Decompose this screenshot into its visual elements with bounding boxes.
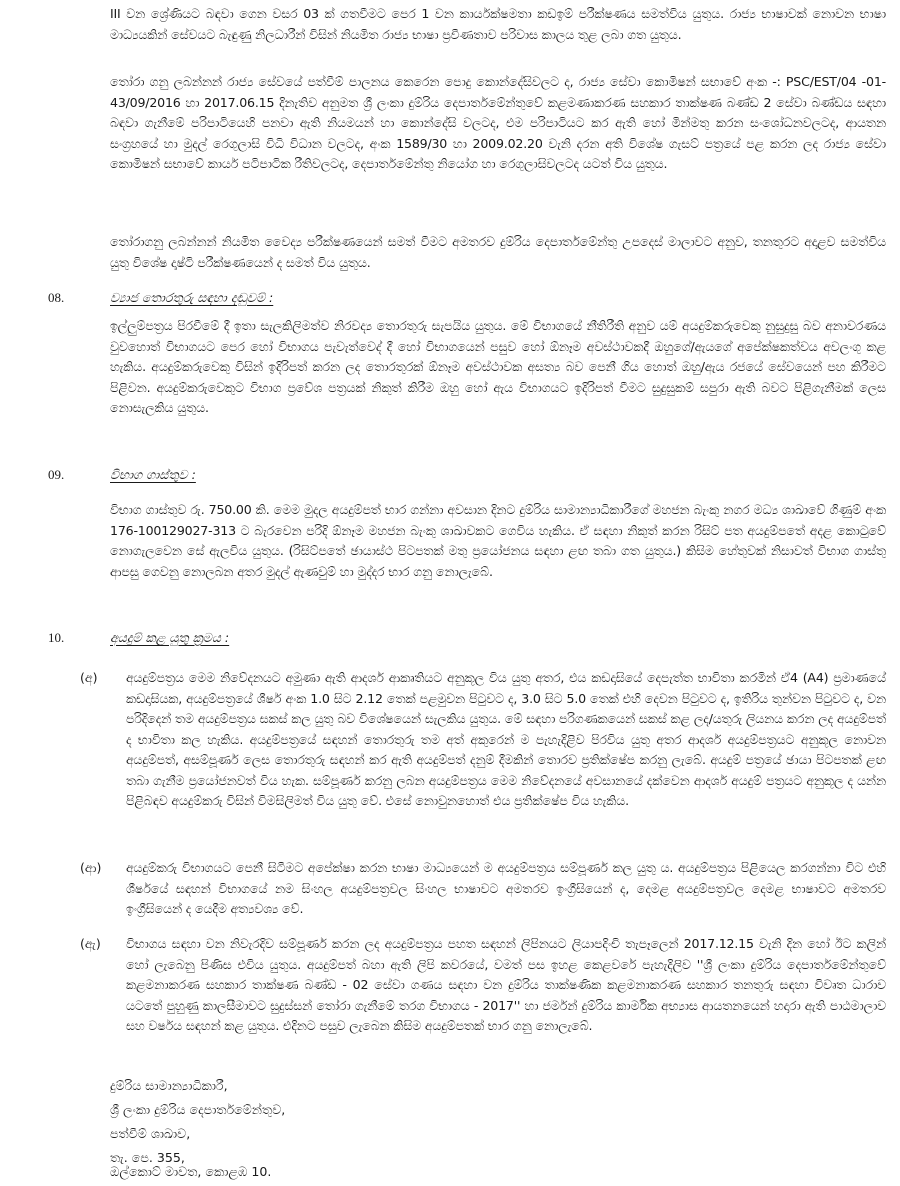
section-heading-how-to-apply: අයදුම් කළ යුතු ක්‍රමය : (110, 630, 230, 645)
section-number-09: 09. (48, 467, 65, 482)
item-marker-ae: (ඇ) (80, 936, 101, 951)
item-text-a: අයදුම්පත්‍රය මෙම නිවේදනයට අමුණා ඇති ආදර්ශ ආකෘතියට අනුකූල විය යුතු අතර, එය කඩදාසියේ දෙපැත්ත භාවිතා කරමින් ඒ4 (A4) ප්‍රමාණයේ කඩදාසියක, අයදුම්පත්‍රයේ ශීර්ෂ අංක 1.0 සිට 2.12 තෙක් පළමුවන පිටුවට ද, 3.0 සිට 5.0 තෙක් එහි දෙවන පිටුවට ද, ඉතිරිය තුන්වන පිටුවට ද, වන පරිදිදෙන් තම අයදුම්පත්‍රය සකස් කල යුතු බව විශේෂයෙන් සැලකිය යුතුය. මේ සඳහා පරිගණකයෙන් සකස් කළ ලද/යතුරු ලියනය කරන ලද අයදුම්පත් ද භාවිතා කල හැකිය. අයදුම්පත්‍රයේ සඳහන් තොරතුරු තම අත් අකුරෙන් ම පැහැදිළිව පිරවිය යුතු අතර ආදර්ශ අයදුම්පත්‍රයට අනුකූල නොවන අයදුම්පත්, අසම්පූර්ණ ලෙස තොරතුරු සඳහන් කර ඇති අයදුම්පත් දනුම් දීමකින් තොරව ප්‍රතික්ෂේප කරනු ලැබේ. අයදුම් පත්‍රයේ ඡායා පිටපතක් ළඟ තබා ගැනීම ප්‍රයෝජනවත් විය හැක. සම්පූර්ණ කරනු ලබන අයදුම්පත්‍රය මෙම නිවේදනයේ අවසානයේ දක්වෙන ආදර්ශ අයදුම් පත්‍රයට අනුකූල ද යන්න පිළිබඳව අයදුම්කරු විසින් විමසිලිමත් විය යුතු වේ. එසේ නොවුනහොත් එය ප්‍රතික්ෂේප විය හැකිය. (126, 670, 886, 808)
paragraph-medical-exam: තෝරාගනු ලබන්නන් නියමිත වෛද්‍ය පරීක්ෂණයෙන් සමත් වීමට අමතරව දුම්රිය දෙපාර්තමේන්තු උපදෙස් මාලාවට අනුව, තනතුරට අදාළව සමත්විය යුතු විශේෂ දෘෂ්ටි පරීක්ෂණයෙන් ද සමත් විය යුතුය. (110, 234, 886, 270)
section-body-exam-fee: විභාග ගාස්තුව රු. 750.00 කි. මෙම මුදල අයදුම්පත් භාර ගන්නා අවසාන දිනට දුම්රිය සාමාන්‍යාධිකාරීගේ මහජන බැංකු නගර මධ්‍ය ශාඛාවේ ගිණුම් අංක 176-100129027-313 ට බැරවෙන පරිදි ඕනෑම මහජන බැංකු ශාඛාවකට ගෙවිය හැකිය. ඒ සඳහා නිකුත් කරන රිසිට් පත අයදුම්පතේ අදළ කොටුවේ නොගැලවෙන සේ ඇලවිය යුතුය. (රිසිට්පතේ ඡායාස්ථ පිටපතක් මතු ප්‍රයෝජනය සඳහා ළඟ තබා ගත යුතුය.) කිසිම හේතුවක් නිසාවත් විභාග ගාස්තු ආපසු ගෙවනු නොලබන අතර මුදල් ඇණවුම් හා මුද්දර භාර ගනු නොලැබේ. (110, 502, 886, 579)
section-heading-false-information: ව්‍යාජ තොරතුරු සඳහා දඬුවම් : (110, 290, 274, 305)
address-line: ඔල්කොට් මාවත, කොළඹ 10. (110, 1164, 272, 1179)
item-marker-aa: (ආ) (80, 860, 102, 875)
address-line: තැ. පෙ. 355, (110, 1150, 185, 1165)
item-text-aa: අයදුම්කරු විභාගයට පෙනී සිටීමට අපේක්ෂා කරන භාෂා මාධ්‍යයෙන් ම අයදුම්පත්‍රය සම්පූර්ණ කල යුතු ය. අයදුම්පත්‍රය පිළියෙල කරගන්නා විට එහි ශීර්ෂයේ සඳහන් විභාගයේ නම සිංහල අයදුම්පත්‍රවල සිංහල භාෂාවට අමතරව ඉංග්‍රීසියෙන් ද, දෙමළ අයදුම්පත්‍රවල දෙමළ භාෂාවට අමතරව ඉංග්‍රීසියෙන් ද යෙදීම අත්‍යවශ්‍ය වේ. (126, 860, 886, 916)
section-body-false-information: ඉල්ලුම්පත්‍රය පිරවීමේ දී ඉතා සැලකිලිමත්ව නිරවද්‍ය තොරතුරු සැපයිය යුතුය. මේ විභාගයේ නීතිරීති අනුව යම් අයදුම්කරුවෙකු නුසුදුසු බව අනාවරණය වුවහොත් විභාගයට පෙර හෝ විභාගය පැවැත්වෙද් දී හෝ විභාගයෙන් පසුව හෝ ඕනෑම අවස්ථාවකදී ඔහුගේ/ඇයගේ අපේක්ෂකත්වය අවලංගු කළ හැකිය. අයදුම්කරුවෙකු විසින් ඉදිරිපත් කරන ලද තොරතුරක් ඕනෑම අවස්ථාවක අසත්‍ය බව පෙනී ගිය හොත් ඔහු/ඇය රජයේ සේවයෙන් පහ කිරීමට පිළිවන. අයදුම්කරුවෙකුට විභාග ප්‍රවේශ පත්‍රයක් නිකුත් කිරීම ඔහු හෝ ඇය විභාගයට ඉදිරිපත් වීමට සුදුසුකම් සපුරා ඇති බවට පිළිගැනීමක් ලෙස නොසැලකිය යුතුය. (110, 318, 886, 415)
section-number-10: 10. (48, 630, 65, 645)
paragraph-probation: III වන ශ්‍රේණියට බඳවා ගෙන වසර 03 ක් ගතවීමට පෙර 1 වන කාර්යක්ෂමතා කඩඉම් පරීක්ෂණය සමත්විය යුතුය. රාජ්‍ය භාෂාවක් නොවන භාෂා මාධ්‍යයකින් සේවයට බැඳුණු නිලධාරීන් විසින් නියමිත රාජ්‍ය භාෂා ප්‍රවීණතාව පරිවාස කාලය තුළ ලබා ගත යුතුය. (110, 6, 886, 42)
item-text-ae: විභාගය සඳහා වන නිවැරදිව සම්පූර්ණ කරන ලද අයදුම්පත්‍රය පහත සඳහන් ලිපිනයට ලියාපදිංචි තැපෑලෙන් 2017.12.15 වැනි දින හෝ ඊට කලින් හෝ ලැබෙනු පිණිස එවිය යුතුය. අයදුම්පත් බහා ඇති ලිපි කවරයේ, වමත් පස ඉහළ කෙළවරේ පැහැදිලිව ''ශ්‍රී ලංකා දුම්රිය දෙපාර්තමේන්තුවේ කළමනාකරණ සහකාර තාක්ෂණ බණ්ඩ - 02 සේවා ගණය සඳහා වන දුම්රිය තාක්ෂණික කළමනාකරණ සහකාර තනතුරු සඳහා විවෘත ධාරාව යටතේ පුහුණු කාලසීමාවට සුදුස්සන් තෝරා ගැනීමේ තරග විභාගය - 2017'' හා ජර්මන් දුම්රිය කාර්මික අභ්‍යාස ආයතනයෙන් හදාරා ඇති පාඨමාලාව සහ වර්ෂය සඳහන් කළ යුතුය. එදිනට පසුව ලැබෙන කිසිම අයදුම්පතක් භාර ගනු නොලැබේ. (126, 936, 886, 1033)
address-line: දුම්රිය සාමාන්‍යාධිකාරී, (110, 1078, 228, 1093)
section-number-08: 08. (48, 290, 65, 305)
item-marker-a: (අ) (80, 670, 98, 685)
section-heading-exam-fee: විභාග ගාස්තුව : (110, 467, 196, 482)
address-line: ශ්‍රී ලංකා දුම්රිය දෙපාර්තමේන්තුව, (110, 1102, 286, 1117)
paragraph-appointment-conditions: තෝරා ගනු ලබන්නන් රාජ්‍ය සේවයේ පත්වීම් පාලනය කෙරෙන පොදු කොන්දේසිවලට ද, රාජ්‍ය සේවා කොමිෂන් සභාවේ අංක -: PSC/EST/04 -01-43/09/2016 හා 2017.06.15 දිනැතිව අනුමත ශ්‍රී ලංකා දුම්රිය දෙපාර්තමේන්තුවේ කළමණාකරණ සහකාර තාක්ෂණ බණ්ඩ 2 සේවා බණ්ඩය සඳහා බඳවා ගැනීමේ පරිපාටියෙහි පනවා ඇති නියමයන් හා කොන්දේසි වලටද, එම පරිපාටියට කර ඇති හෝ මින්මතු කරන සංශෝධනවලටද, ආයතන සංග්‍රහයේ හා මුදල් රෙගුලාසි විධි විධාන වලටද, අංක 1589/30 හා 2009.02.20 වැනි දරන අති විශේෂ ගැසට් පත්‍රයේ පළ කරන ලද රාජ්‍ය සේවා කොමිෂන් සභාවේ කාර්ය පටිපාටික රීතිවලටද, දෙපාර්තමේන්තු නියෝග හා රෙගුලාසිවලටද යටත් විය යුතුය. (110, 74, 886, 171)
address-line: පත්වීම් ශාඛාව, (110, 1126, 191, 1141)
